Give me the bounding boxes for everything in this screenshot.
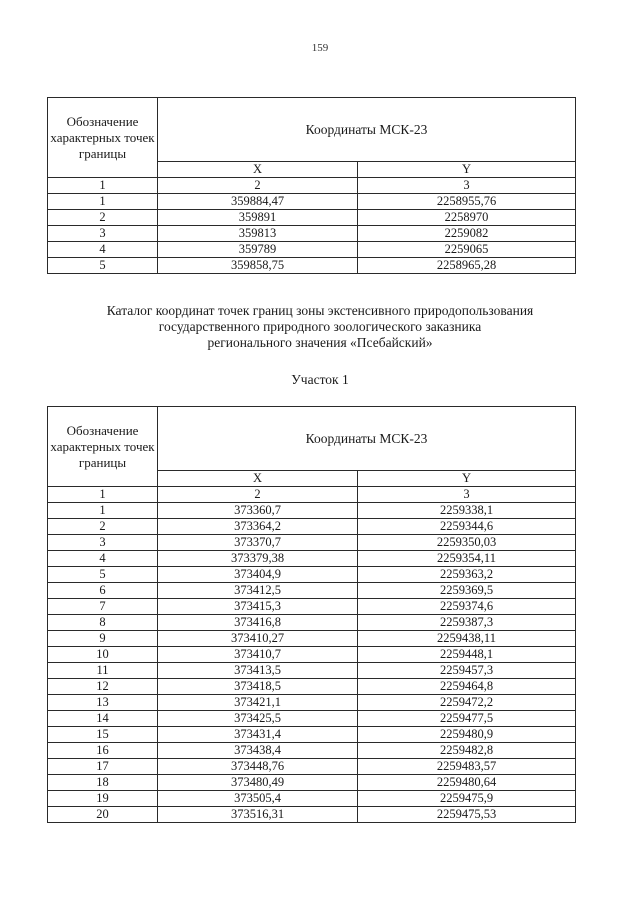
table-row bbox=[48, 631, 576, 647]
table-row bbox=[48, 519, 576, 535]
x-header: X bbox=[158, 162, 358, 178]
table-row bbox=[48, 663, 576, 679]
x-value: 359858,75 bbox=[158, 258, 358, 274]
point-number: 2 bbox=[48, 210, 158, 226]
column-number: 1 bbox=[48, 178, 158, 194]
x-value: 359891 bbox=[158, 210, 358, 226]
x-value: 373360,7 bbox=[158, 503, 358, 519]
y-value: 2259457,3 bbox=[358, 663, 576, 679]
x-value: 373421,1 bbox=[158, 695, 358, 711]
table-row bbox=[48, 535, 576, 551]
x-value: 373425,5 bbox=[158, 711, 358, 727]
y-header: Y bbox=[358, 162, 576, 178]
y-value: 2259363,2 bbox=[358, 567, 576, 583]
point-number: 1 bbox=[48, 194, 158, 210]
y-value: 2258970 bbox=[358, 210, 576, 226]
y-value: 2259350,03 bbox=[358, 535, 576, 551]
point-number: 15 bbox=[48, 727, 158, 743]
y-value: 2259065 bbox=[358, 242, 576, 258]
table-row bbox=[48, 711, 576, 727]
table-header-row bbox=[48, 407, 576, 471]
table-row bbox=[48, 759, 576, 775]
point-label-header: Обозначение характерных точек границы bbox=[48, 407, 158, 487]
coords-title-header: Координаты МСК-23 bbox=[158, 98, 576, 162]
point-number: 8 bbox=[48, 615, 158, 631]
point-number: 7 bbox=[48, 599, 158, 615]
table-row bbox=[48, 599, 576, 615]
x-value: 373404,9 bbox=[158, 567, 358, 583]
column-number: 1 bbox=[48, 487, 158, 503]
point-number: 3 bbox=[48, 226, 158, 242]
catalog-title-line: регионального значения «Псебайский» bbox=[207, 335, 433, 350]
y-value: 2259387,3 bbox=[358, 615, 576, 631]
point-number: 2 bbox=[48, 519, 158, 535]
y-value: 2259338,1 bbox=[358, 503, 576, 519]
y-value: 2259344,6 bbox=[358, 519, 576, 535]
point-number: 4 bbox=[48, 551, 158, 567]
y-value: 2259482,8 bbox=[358, 743, 576, 759]
y-value: 2259477,5 bbox=[358, 711, 576, 727]
x-value: 373416,8 bbox=[158, 615, 358, 631]
point-number: 13 bbox=[48, 695, 158, 711]
point-label-header: Обозначение характерных точек границы bbox=[48, 98, 158, 178]
point-number: 16 bbox=[48, 743, 158, 759]
x-value: 373364,2 bbox=[158, 519, 358, 535]
table-row bbox=[48, 807, 576, 823]
x-value: 373418,5 bbox=[158, 679, 358, 695]
point-number: 18 bbox=[48, 775, 158, 791]
table-row bbox=[48, 791, 576, 807]
point-number: 4 bbox=[48, 242, 158, 258]
table-row bbox=[48, 679, 576, 695]
y-value: 2259475,53 bbox=[358, 807, 576, 823]
x-value: 359789 bbox=[158, 242, 358, 258]
table-row bbox=[48, 647, 576, 663]
y-value: 2259480,9 bbox=[358, 727, 576, 743]
x-value: 359813 bbox=[158, 226, 358, 242]
y-value: 2259374,6 bbox=[358, 599, 576, 615]
table-row bbox=[48, 210, 576, 226]
column-number: 2 bbox=[158, 487, 358, 503]
point-number: 1 bbox=[48, 503, 158, 519]
coords-title-header: Координаты МСК-23 bbox=[158, 407, 576, 471]
point-number: 6 bbox=[48, 583, 158, 599]
point-number: 19 bbox=[48, 791, 158, 807]
column-number: 2 bbox=[158, 178, 358, 194]
column-number-row bbox=[48, 487, 576, 503]
point-number: 9 bbox=[48, 631, 158, 647]
y-value: 2259082 bbox=[358, 226, 576, 242]
y-value: 2259369,5 bbox=[358, 583, 576, 599]
table-header-row bbox=[48, 98, 576, 162]
x-value: 373438,4 bbox=[158, 743, 358, 759]
table-row bbox=[48, 551, 576, 567]
y-value: 2259472,2 bbox=[358, 695, 576, 711]
table-2-body bbox=[48, 407, 576, 823]
table-row bbox=[48, 258, 576, 274]
catalog-title-line: государственного природного зоологического заказника bbox=[158, 319, 482, 334]
page-number: 159 bbox=[311, 42, 329, 54]
x-value: 373410,27 bbox=[158, 631, 358, 647]
catalog-title bbox=[0, 303, 640, 351]
coordinates-table-2 bbox=[47, 406, 576, 823]
table-row bbox=[48, 583, 576, 599]
y-value: 2259480,64 bbox=[358, 775, 576, 791]
point-number: 12 bbox=[48, 679, 158, 695]
table-1-body bbox=[48, 98, 576, 274]
point-number: 5 bbox=[48, 567, 158, 583]
point-number: 17 bbox=[48, 759, 158, 775]
table-row bbox=[48, 567, 576, 583]
x-value: 373410,7 bbox=[158, 647, 358, 663]
column-number: 3 bbox=[358, 487, 576, 503]
x-value: 373431,4 bbox=[158, 727, 358, 743]
x-value: 373379,38 bbox=[158, 551, 358, 567]
x-value: 373370,7 bbox=[158, 535, 358, 551]
column-number: 3 bbox=[358, 178, 576, 194]
y-value: 2259354,11 bbox=[358, 551, 576, 567]
coordinates-table-1 bbox=[47, 97, 576, 274]
table-row bbox=[48, 226, 576, 242]
point-number: 5 bbox=[48, 258, 158, 274]
x-value: 373480,49 bbox=[158, 775, 358, 791]
x-header: X bbox=[158, 471, 358, 487]
point-number: 14 bbox=[48, 711, 158, 727]
y-value: 2259438,11 bbox=[358, 631, 576, 647]
table-row bbox=[48, 194, 576, 210]
column-number-row bbox=[48, 178, 576, 194]
table-row bbox=[48, 775, 576, 791]
section-title: Участок 1 bbox=[291, 372, 349, 387]
table-row bbox=[48, 727, 576, 743]
y-value: 2259475,9 bbox=[358, 791, 576, 807]
x-value: 373448,76 bbox=[158, 759, 358, 775]
y-value: 2258965,28 bbox=[358, 258, 576, 274]
x-value: 373412,5 bbox=[158, 583, 358, 599]
catalog-title-line: Каталог координат точек границ зоны экстенсивного природопользования bbox=[106, 303, 534, 318]
table-row bbox=[48, 242, 576, 258]
x-value: 373516,31 bbox=[158, 807, 358, 823]
point-number: 20 bbox=[48, 807, 158, 823]
x-value: 373413,5 bbox=[158, 663, 358, 679]
x-value: 359884,47 bbox=[158, 194, 358, 210]
point-number: 11 bbox=[48, 663, 158, 679]
table-row bbox=[48, 695, 576, 711]
y-value: 2259483,57 bbox=[358, 759, 576, 775]
x-value: 373505,4 bbox=[158, 791, 358, 807]
y-value: 2259464,8 bbox=[358, 679, 576, 695]
table-row bbox=[48, 743, 576, 759]
point-number: 10 bbox=[48, 647, 158, 663]
point-number: 3 bbox=[48, 535, 158, 551]
x-value: 373415,3 bbox=[158, 599, 358, 615]
y-value: 2258955,76 bbox=[358, 194, 576, 210]
table-row bbox=[48, 615, 576, 631]
y-value: 2259448,1 bbox=[358, 647, 576, 663]
y-header: Y bbox=[358, 471, 576, 487]
table-row bbox=[48, 503, 576, 519]
